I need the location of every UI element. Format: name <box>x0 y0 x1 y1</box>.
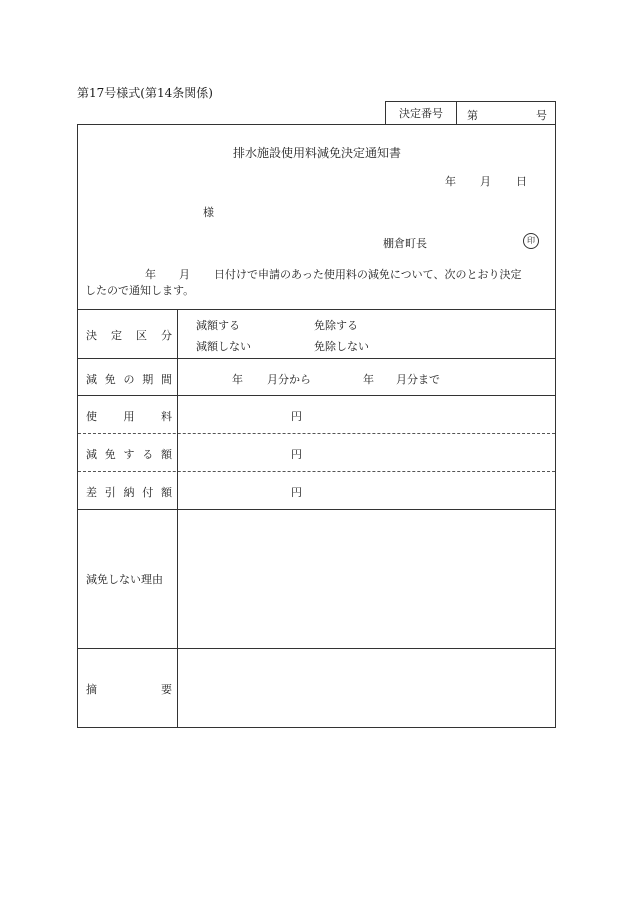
body-text-line2: したので通知します。 <box>85 284 195 297</box>
decision-number-box <box>385 101 556 124</box>
reason-field[interactable] <box>178 510 554 647</box>
form-number: 第17号様式(第14条関係) <box>77 86 213 100</box>
decision-category-label: 決 定 区 分 <box>86 329 172 342</box>
body-year: 年 <box>145 268 156 281</box>
period-from-month: 月分から <box>267 373 311 386</box>
body-text-line1: 日付けで申請のあった使用料の減免について、次のとおり決定 <box>214 268 522 281</box>
decision-number-field[interactable] <box>457 102 555 124</box>
date-day: 日 <box>516 175 527 188</box>
remarks-field[interactable] <box>178 649 554 727</box>
reason-label: 減免しない理由 <box>86 573 163 586</box>
remarks-label: 摘 要 <box>86 683 172 696</box>
period-to-month: 月分まで <box>396 373 440 386</box>
option-not-reduce[interactable]: 減額しない <box>196 340 251 353</box>
reduction-unit: 円 <box>291 448 302 461</box>
seal-mark: 印 <box>523 233 539 249</box>
decision-number-label: 決定番号 <box>386 102 457 124</box>
balance-unit: 円 <box>291 486 302 499</box>
date-month: 月 <box>480 175 491 188</box>
body-month: 月 <box>179 268 190 281</box>
period-from-year: 年 <box>232 373 243 386</box>
issuer-name: 棚倉町長 <box>383 237 427 250</box>
decision-number-suffix: 号 <box>536 109 547 122</box>
option-not-exempt[interactable]: 免除しない <box>314 340 369 353</box>
addressee-suffix: 様 <box>203 206 214 219</box>
option-exempt[interactable]: 免除する <box>314 319 358 332</box>
notice-form <box>77 124 556 728</box>
reduction-label: 減 免 す る 額 <box>86 448 172 461</box>
date-year: 年 <box>445 175 456 188</box>
notice-title: 排水施設使用料減免決定通知書 <box>233 146 402 160</box>
balance-label: 差 引 納 付 額 <box>86 486 172 499</box>
fee-unit: 円 <box>291 410 302 423</box>
option-reduce[interactable]: 減額する <box>196 319 240 332</box>
decision-number-prefix: 第 <box>467 109 478 122</box>
period-to-year: 年 <box>363 373 374 386</box>
fee-label: 使 用 料 <box>86 410 172 423</box>
period-label: 減 免 の 期 間 <box>86 373 172 386</box>
